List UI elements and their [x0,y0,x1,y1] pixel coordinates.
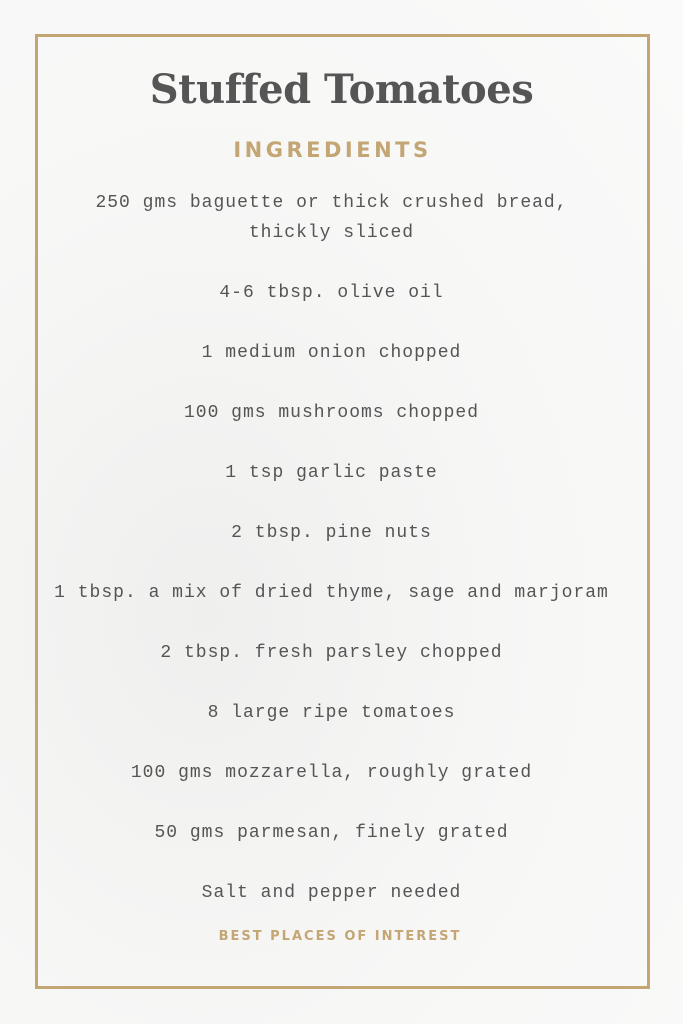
ingredient-item: 8 large ripe tomatoes [207,703,456,723]
footer-brand: BEST PLACES OF INTEREST [218,929,462,944]
ingredient-item: 2 tbsp. pine nuts [231,523,432,543]
ingredients-heading: INGREDIENTS [233,138,432,162]
ingredient-item: 2 tbsp. fresh parsley chopped [160,643,503,663]
ingredient-item: 1 tbsp. a mix of dried thyme, sage and marjoram [54,583,609,603]
recipe-title: Stuffed Tomatoes [149,66,534,113]
ingredient-item: 250 gms baguette or thick crushed bread, thickly sliced [95,193,568,243]
ingredient-item: Salt and pepper needed [201,883,462,903]
ingredient-item: 4-6 tbsp. olive oil [219,283,444,303]
ingredient-item: 50 gms parmesan, finely grated [154,823,509,843]
ingredient-item: 100 gms mushrooms chopped [183,403,480,423]
ingredients-list [0,188,663,938]
ingredient-item: 1 medium onion chopped [201,343,462,363]
ingredient-item: 100 gms mozzarella, roughly grated [130,763,533,783]
ingredient-item: 1 tsp garlic paste [225,463,438,483]
